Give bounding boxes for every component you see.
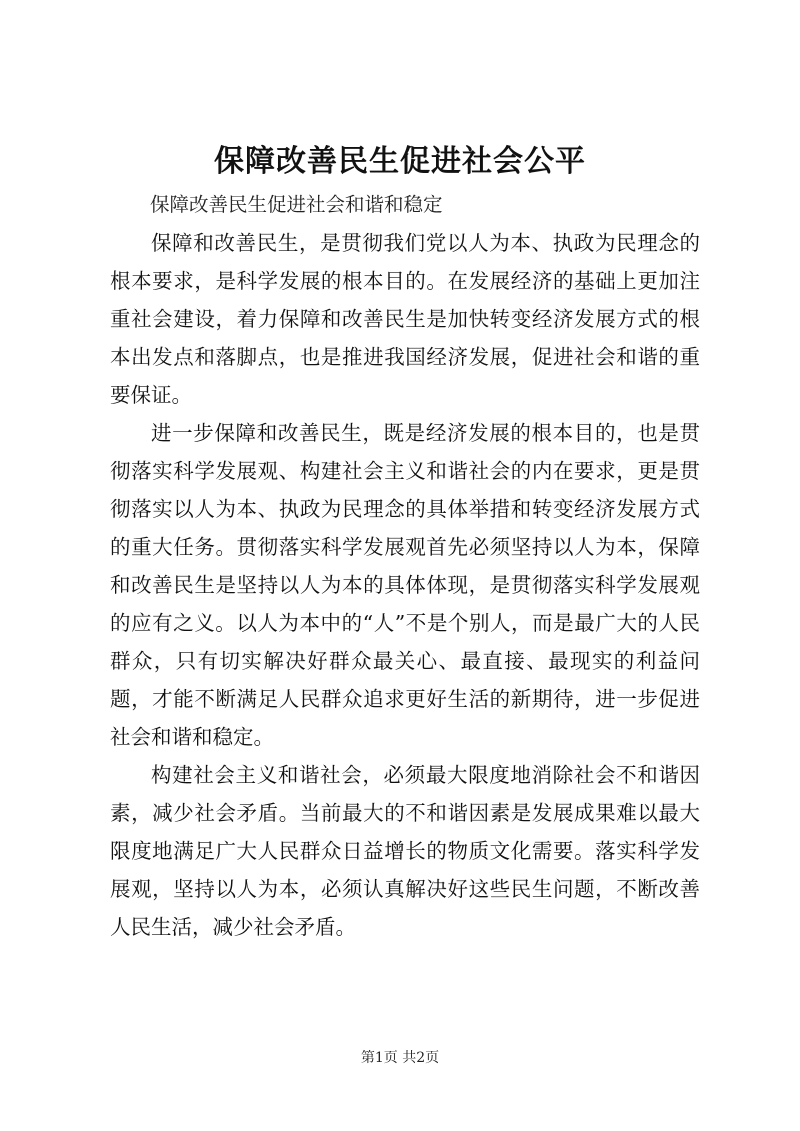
paragraph-3: 构建社会主义和谐社会，必须最大限度地消除社会不和谐因素，减少社会矛盾。当前最大的不和谐因素是发展成果难以最大限度地满足广大人民群众日益增长的物质文化需要。落实科学发展观，坚持以人为本，必须认真解决好这些民生问题，不断改善人民生活，减少社会矛盾。 (110, 763, 700, 939)
page-footer: 第1页 共2页 (360, 1050, 440, 1066)
document-subtitle: 保障改善民生促进社会和谐和稳定 (150, 193, 443, 216)
paragraph-1: 保障和改善民生，是贯彻我们党以人为本、执政为民理念的根本要求，是科学发展的根本目的。在发展经济的基础上更加注重社会建设，着力保障和改善民生是加快转变经济发展方式的根本出发点和落脚点，也是推进我国经济发展，促进社会和谐的重要保证。 (110, 231, 700, 407)
document-body (110, 186, 700, 946)
paragraph-2: 进一步保障和改善民生，既是经济发展的根本目的，也是贯彻落实科学发展观、构建社会主义和谐社会的内在要求，更是贯彻落实以人为本、执政为民理念的具体举措和转变经济发展方式的重大任务。贯彻落实科学发展观首先必须坚持以人为本，保障和改善民生是坚持以人为本的具体体现，是贯彻落实科学发展观的应有之义。以人为本中的“人”不是个别人，而是最广大的人民群众，只有切实解决好群众最关心、最直接、最现实的利益问题，才能不断满足人民群众追求更好生活的新期待，进一步促进社会和谐和稳定。 (110, 421, 700, 749)
page-title: 保障改善民生促进社会公平 (214, 144, 586, 179)
